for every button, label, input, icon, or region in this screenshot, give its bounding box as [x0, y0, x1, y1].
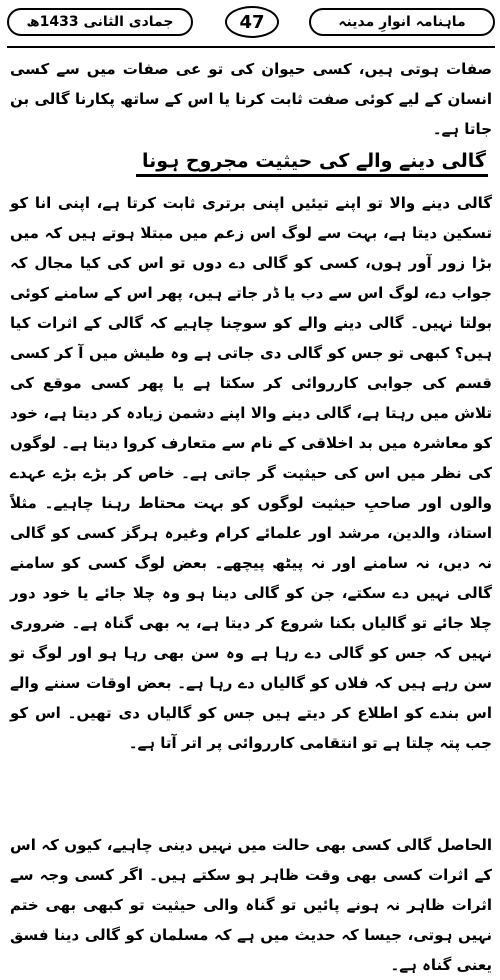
conclusion-text: الحاصل گالی کسی بھی حالت میں نہیں دینی چاہیے، کیوں کہ اس کے اثرات کسی بھی وقت ظاہر ہو سکتے ہیں۔ اگر کسی وجہ سے اثرات ظاہر نہ ہونے پائیں تو گناہ والی حیثیت تو کبھی بھی ختم نہیں ہوتی، جیسا کہ حدیث میں ہے کہ مسلمان کو گالی دینا فسق یعنی گناہ ہے۔	[10, 836, 492, 974]
issue-date: جمادی الثانی 1433ھ	[7, 8, 193, 36]
body-text: گالی دینے والا تو اپنے تیئیں اپنی برتری ثابت کرتا ہے، اپنی انا کو تسکین دیتا ہے، بہت سے لوگ اس زعم میں مبتلا ہوتے ہیں کہ میں بڑا زور آور ہوں، کسی کو گالی دے دوں تو اس کی کیا مجال کہ جواب دے، لوگ اس سے دب یا ڈر جاتے ہیں، پھر اس کے سامنے کوئی بولتا نہیں۔ گالی دینے والے کو سوچنا چاہیے کہ گالی کے اثرات کیا ہیں؟ کبھی تو جس کو گالی دی جاتی ہے وہ طیش میں آ کر کسی قسم کی جوابی کارروائی کر سکتا ہے یا پھر کسی موقع کی تلاش میں رہتا ہے، گالی دینے والا اپنے دشمن زیادہ کر دیتا ہے، خود کو معاشرہ میں بد اخلاقی کے نام سے متعارف کروا دیتا ہے۔ لوگوں کی نظر میں اس کی حیثیت گر جاتی ہے۔ خاص کر بڑے بڑے عہدے والوں اور صاحبِ حیثیت لوگوں کو بہت محتاط رہنا چاہیے۔ مثلاً استاذ، والدین، مرشد اور علمائے کرام وغیرہ ہرگز کسی کو گالی نہ دیں، نہ سامنے اور نہ پیٹھ پیچھے۔ بعض لوگ کسی کو سامنے گالی نہیں دے سکتے، جن کو گالی دینا ہو وہ چلا جائے یا خود دور چلا جائے تو گالیاں بکنا شروع کر دیتا ہے، یہ بھی گناہ ہے۔ ضروری نہیں کہ جس کو گالی دے رہا ہے وہ سن بھی رہا ہو اور لوگ تو سن رہے ہیں کہ فلاں کو گالیاں دے رہا ہے۔ بعض اوقات سننے والے اس بندے کو اطلاع کر دیتے ہیں جس کو گالیاں دی تھیں۔ اس کو جب پتہ چلتا ہے تو انتقامی کارروائی پر اتر آتا ہے۔	[10, 194, 492, 752]
page-header	[7, 6, 495, 42]
intro-paragraph	[10, 54, 492, 144]
body-paragraph	[10, 188, 492, 758]
magazine-title: ماہنامہ انوارِ مدینہ	[309, 8, 495, 36]
header-rule	[7, 46, 495, 48]
page-number: 47	[225, 6, 279, 38]
intro-text: صفات ہوتی ہیں، کسی حیوان کی تو عی صفات میں سے کسی انسان کے لیے کوئی صفت ثابت کرنا یا اس کے ساتھ پکارنا گالی بن جاتا ہے۔	[10, 60, 492, 138]
section-heading: گالی دینے والے کی حیثیت مجروح ہونا	[136, 150, 488, 177]
conclusion-paragraph	[10, 830, 492, 980]
